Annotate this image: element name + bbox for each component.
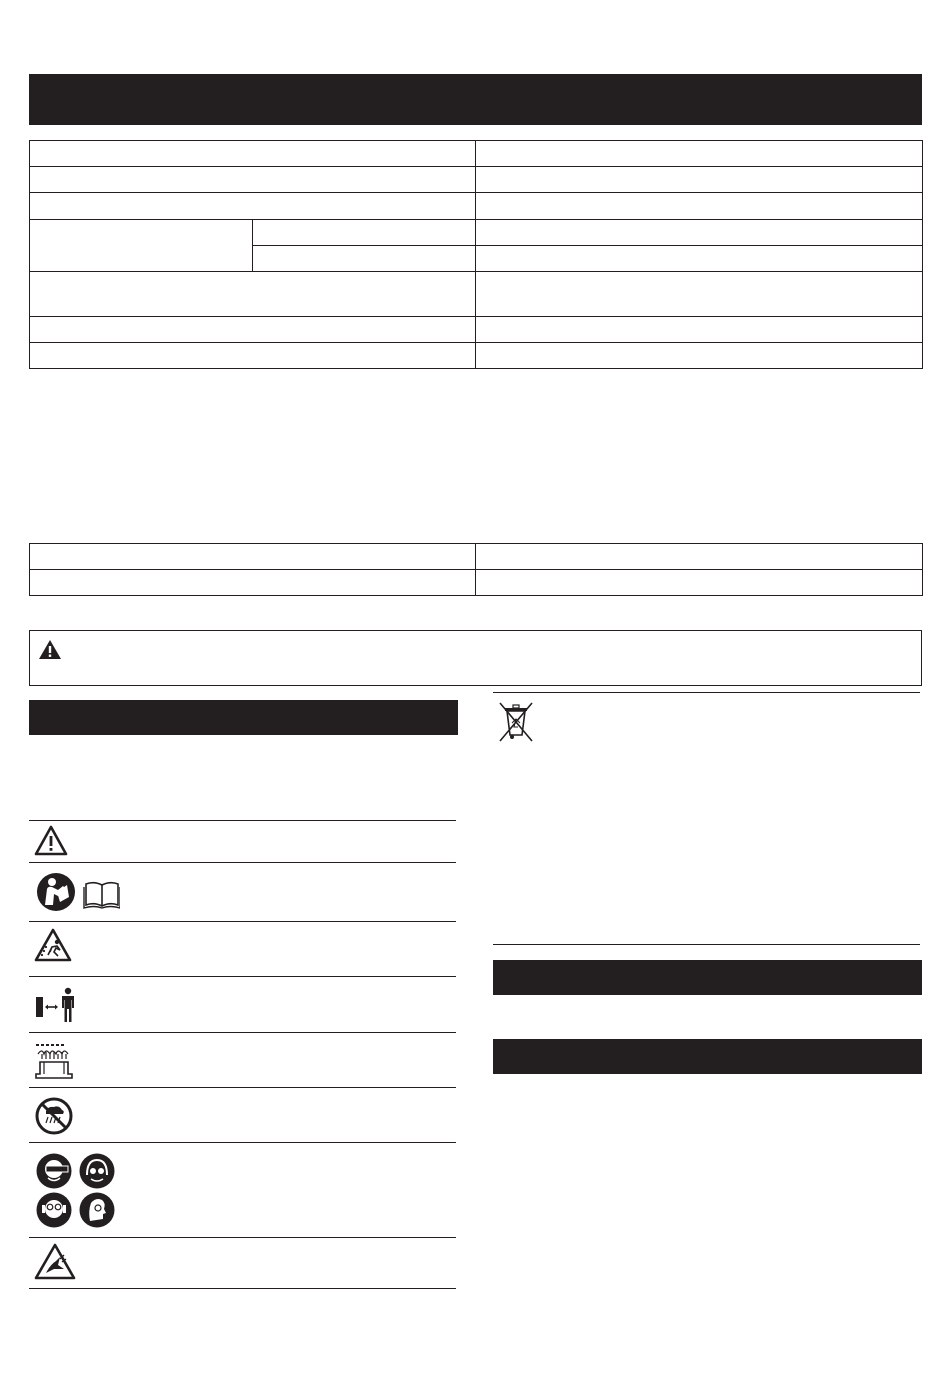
keep-bystanders-away-icon — [35, 987, 77, 1023]
noise-sound-level-icon — [34, 1042, 74, 1080]
caution-triangle-icon — [34, 825, 68, 856]
table-cell — [30, 193, 476, 220]
thrown-objects-hazard-icon — [34, 928, 72, 963]
section-title-bar — [29, 74, 922, 125]
table-row — [30, 141, 923, 167]
specification-table — [29, 140, 923, 369]
divider — [29, 921, 456, 922]
symbols-section-bar — [29, 700, 458, 735]
table-row — [30, 544, 923, 570]
divider — [29, 1142, 456, 1143]
table-cell — [30, 544, 476, 570]
table-cell — [30, 272, 476, 317]
table-cell — [30, 167, 476, 193]
table-cell — [476, 570, 923, 596]
table-cell — [30, 220, 253, 272]
table-row — [30, 272, 923, 317]
divider — [29, 1032, 456, 1033]
table-cell — [476, 193, 923, 220]
table-cell — [476, 317, 923, 343]
table-cell — [30, 343, 476, 369]
table-cell — [476, 544, 923, 570]
table-cell — [476, 343, 923, 369]
divider — [29, 976, 456, 977]
table-row — [30, 193, 923, 220]
read-manual-icon — [36, 872, 120, 912]
divider — [29, 820, 456, 821]
rotating-blade-hazard-icon — [34, 1243, 76, 1281]
noise-vibration-table — [29, 543, 923, 596]
divider — [29, 862, 456, 863]
table-cell — [476, 246, 923, 272]
divider — [493, 692, 920, 693]
table-row — [30, 220, 923, 246]
warning-triangle-filled-icon — [38, 639, 62, 660]
table-cell — [476, 141, 923, 167]
divider — [493, 944, 920, 945]
table-row — [30, 343, 923, 369]
crossed-out-wheelie-bin-icon — [498, 701, 534, 743]
table-row — [30, 570, 923, 596]
section-bar — [493, 960, 922, 995]
table-cell — [476, 272, 923, 317]
wear-eye-ear-protection-icon — [36, 1153, 116, 1229]
divider — [29, 1237, 456, 1238]
table-row — [30, 317, 923, 343]
no-rain-wet-conditions-icon — [35, 1097, 73, 1135]
table-cell — [253, 220, 476, 246]
table-row — [30, 167, 923, 193]
table-cell — [30, 141, 476, 167]
table-cell — [253, 246, 476, 272]
table-cell — [476, 220, 923, 246]
table-cell — [30, 570, 476, 596]
divider — [29, 1087, 456, 1088]
warning-box — [29, 630, 922, 686]
table-cell — [476, 167, 923, 193]
divider — [29, 1288, 456, 1289]
section-bar — [493, 1039, 922, 1074]
table-cell — [30, 317, 476, 343]
